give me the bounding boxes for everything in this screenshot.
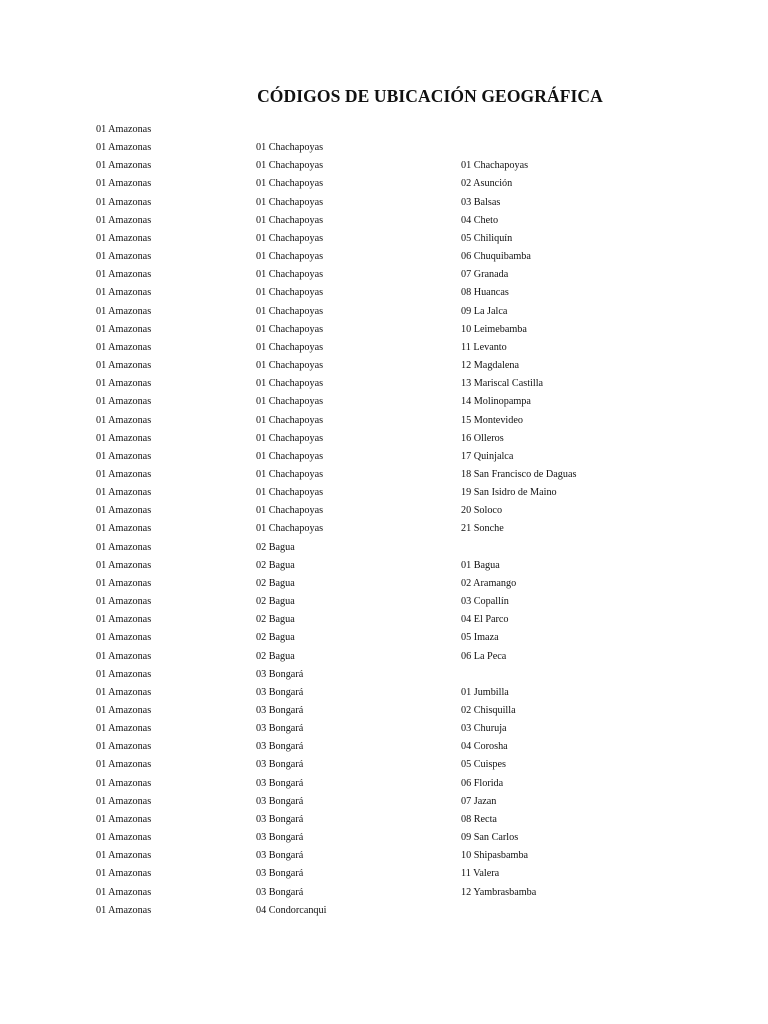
table-row: [96, 684, 716, 702]
department-cell: 01 Amazonas: [96, 432, 152, 444]
province-cell: 03 Bongará: [256, 850, 304, 862]
district-cell: 02 Asunción: [461, 178, 513, 190]
table-row: [96, 248, 716, 266]
province-cell: 01 Chachapoyas: [256, 323, 324, 335]
province-cell: 03 Bongará: [256, 668, 304, 680]
district-cell: 07 Granada: [461, 269, 509, 281]
department-cell: 01 Amazonas: [96, 523, 152, 535]
department-cell: 01 Amazonas: [96, 668, 152, 680]
department-cell: 01 Amazonas: [96, 396, 152, 408]
table-row: [96, 884, 716, 902]
province-cell: 03 Bongará: [256, 705, 304, 716]
department-cell: 01 Amazonas: [96, 723, 152, 735]
table-row: [96, 738, 716, 756]
table-row: [96, 321, 716, 339]
department-cell: 01 Amazonas: [96, 214, 152, 226]
table-row: [96, 593, 716, 611]
table-row: [96, 720, 716, 738]
table-row: [96, 466, 716, 484]
district-cell: 11 Valera: [461, 868, 500, 880]
table-row: [96, 775, 716, 793]
department-cell: 01 Amazonas: [96, 360, 152, 372]
department-cell: 01 Amazonas: [96, 341, 152, 353]
table-row: [96, 448, 716, 466]
table-row: [96, 575, 716, 593]
province-cell: 03 Bongará: [256, 686, 304, 698]
table-row: [96, 811, 716, 829]
province-cell: 01 Chachapoyas: [256, 196, 324, 208]
district-cell: 12 Yambrasbamba: [461, 886, 537, 898]
table-row: [96, 484, 716, 502]
table-row: [96, 412, 716, 430]
district-cell: 02 Aramango: [461, 577, 517, 589]
department-cell: 01 Amazonas: [96, 741, 152, 753]
district-cell: 04 El Parco: [461, 614, 509, 626]
department-cell: 01 Amazonas: [96, 813, 152, 825]
province-cell: 01 Chachapoyas: [256, 396, 324, 408]
district-cell: 12 Magdalena: [461, 360, 519, 372]
province-cell: 01 Chachapoyas: [256, 378, 324, 390]
district-cell: 06 La Peca: [461, 650, 507, 662]
page-title: CÓDIGOS DE UBICACIÓN GEOGRÁFICA: [257, 86, 603, 106]
table-row: [96, 230, 716, 248]
province-cell: 02 Bagua: [256, 541, 295, 553]
department-cell: 01 Amazonas: [96, 323, 152, 335]
district-cell: 06 Florida: [461, 777, 504, 789]
province-cell: 01 Chachapoyas: [256, 468, 324, 480]
department-cell: 01 Amazonas: [96, 795, 152, 807]
province-cell: 02 Bagua: [256, 577, 295, 589]
department-cell: 01 Amazonas: [96, 777, 152, 789]
district-cell: 11 Levanto: [461, 341, 507, 353]
province-cell: 03 Bongará: [256, 832, 304, 844]
table-row: [96, 648, 716, 666]
department-cell: 01 Amazonas: [96, 904, 152, 916]
department-cell: 01 Amazonas: [96, 614, 152, 626]
district-cell: 07 Jazan: [461, 795, 497, 807]
district-cell: 06 Chuquibamba: [461, 251, 531, 263]
district-cell: 14 Molinopampa: [461, 396, 531, 408]
district-cell: 05 Imaza: [461, 632, 499, 644]
table-row: [96, 175, 716, 193]
province-cell: 02 Bagua: [256, 596, 295, 608]
province-cell: 03 Bongará: [256, 795, 304, 807]
table-row: [96, 139, 716, 157]
province-cell: 01 Chachapoyas: [256, 432, 324, 444]
table-row: [96, 702, 716, 720]
province-cell: 04 Condorcanqui: [256, 904, 327, 916]
district-cell: 20 Soloco: [461, 505, 503, 517]
province-cell: 01 Chachapoyas: [256, 160, 324, 172]
province-cell: 03 Bongará: [256, 777, 304, 789]
province-cell: 03 Bongará: [256, 868, 304, 880]
province-cell: 02 Bagua: [256, 614, 295, 626]
province-cell: 01 Chachapoyas: [256, 450, 324, 462]
province-cell: 02 Bagua: [256, 559, 295, 571]
table-row: [96, 611, 716, 629]
district-cell: 16 Olleros: [461, 432, 504, 444]
province-cell: 01 Chachapoyas: [256, 287, 324, 299]
province-cell: 01 Chachapoyas: [256, 178, 324, 190]
district-cell: 01 Jumbilla: [461, 686, 509, 698]
table-row: [96, 393, 716, 411]
department-cell: 01 Amazonas: [96, 596, 152, 608]
table-row: [96, 865, 716, 883]
district-cell: 01 Bagua: [461, 559, 500, 571]
department-cell: 01 Amazonas: [96, 160, 152, 172]
district-cell: 13 Mariscal Castilla: [461, 378, 544, 390]
province-cell: 02 Bagua: [256, 632, 295, 644]
district-cell: 01 Chachapoyas: [461, 160, 529, 172]
province-cell: 01 Chachapoyas: [256, 142, 324, 154]
province-cell: 03 Bongará: [256, 723, 304, 735]
table-row: [96, 502, 716, 520]
department-cell: 01 Amazonas: [96, 850, 152, 862]
table-row: [96, 339, 716, 357]
table-row: [96, 666, 716, 684]
table-row: [96, 375, 716, 393]
district-cell: 17 Quinjalca: [461, 450, 514, 462]
table-row: [96, 520, 716, 538]
table-row: [96, 829, 716, 847]
table-row: [96, 121, 716, 139]
department-cell: 01 Amazonas: [96, 868, 152, 880]
table-row: [96, 303, 716, 321]
district-cell: 18 San Francisco de Daguas: [461, 468, 577, 480]
district-cell: 05 Chiliquín: [461, 232, 513, 244]
province-cell: 01 Chachapoyas: [256, 505, 324, 517]
department-cell: 01 Amazonas: [96, 269, 152, 281]
district-cell: 03 Copallín: [461, 596, 509, 608]
department-cell: 01 Amazonas: [96, 251, 152, 263]
province-cell: 01 Chachapoyas: [256, 523, 324, 535]
department-cell: 01 Amazonas: [96, 832, 152, 844]
province-cell: 01 Chachapoyas: [256, 414, 324, 426]
department-cell: 01 Amazonas: [96, 541, 152, 553]
province-cell: 03 Bongará: [256, 886, 304, 898]
table-row: [96, 430, 716, 448]
district-cell: 09 La Jalca: [461, 305, 508, 317]
department-cell: 01 Amazonas: [96, 305, 152, 317]
department-cell: 01 Amazonas: [96, 686, 152, 698]
table-row: [96, 847, 716, 865]
department-cell: 01 Amazonas: [96, 577, 152, 589]
district-cell: 15 Montevideo: [461, 414, 523, 426]
department-cell: 01 Amazonas: [96, 468, 152, 480]
table-row: [96, 756, 716, 774]
department-cell: 01 Amazonas: [96, 378, 152, 390]
district-cell: 03 Churuja: [461, 723, 507, 735]
district-cell: 02 Chisquilla: [461, 705, 516, 716]
table-row: [96, 902, 716, 920]
department-cell: 01 Amazonas: [96, 650, 152, 662]
district-cell: 10 Shipasbamba: [461, 850, 529, 862]
department-cell: 01 Amazonas: [96, 886, 152, 898]
table-row: [96, 357, 716, 375]
department-cell: 01 Amazonas: [96, 232, 152, 244]
province-cell: 03 Bongará: [256, 759, 304, 771]
table-row: [96, 266, 716, 284]
department-cell: 01 Amazonas: [96, 632, 152, 644]
department-cell: 01 Amazonas: [96, 705, 152, 716]
department-cell: 01 Amazonas: [96, 124, 152, 135]
district-cell: 04 Cheto: [461, 214, 499, 226]
department-cell: 01 Amazonas: [96, 178, 152, 190]
department-cell: 01 Amazonas: [96, 414, 152, 426]
table-row: [96, 793, 716, 811]
table-row: [96, 629, 716, 647]
department-cell: 01 Amazonas: [96, 505, 152, 517]
table-row: [96, 557, 716, 575]
department-cell: 01 Amazonas: [96, 287, 152, 299]
district-cell: 05 Cuispes: [461, 759, 506, 771]
department-cell: 01 Amazonas: [96, 487, 152, 499]
geographic-codes-table: [96, 121, 716, 920]
department-cell: 01 Amazonas: [96, 142, 152, 154]
table-row: [96, 212, 716, 230]
province-cell: 01 Chachapoyas: [256, 251, 324, 263]
province-cell: 01 Chachapoyas: [256, 360, 324, 372]
table-row: [96, 539, 716, 557]
department-cell: 01 Amazonas: [96, 759, 152, 771]
district-cell: 09 San Carlos: [461, 832, 519, 844]
district-cell: 10 Leimebamba: [461, 323, 527, 335]
district-cell: 08 Recta: [461, 813, 497, 825]
province-cell: 01 Chachapoyas: [256, 341, 324, 353]
table-row: [96, 157, 716, 175]
province-cell: 02 Bagua: [256, 650, 295, 662]
district-cell: 21 Sonche: [461, 523, 504, 535]
province-cell: 01 Chachapoyas: [256, 232, 324, 244]
district-cell: 03 Balsas: [461, 196, 501, 208]
table-row: [96, 194, 716, 212]
district-cell: 19 San Isidro de Maino: [461, 487, 557, 499]
province-cell: 01 Chachapoyas: [256, 487, 324, 499]
department-cell: 01 Amazonas: [96, 559, 152, 571]
province-cell: 01 Chachapoyas: [256, 269, 324, 281]
department-cell: 01 Amazonas: [96, 196, 152, 208]
province-cell: 03 Bongará: [256, 813, 304, 825]
department-cell: 01 Amazonas: [96, 450, 152, 462]
province-cell: 03 Bongará: [256, 741, 304, 753]
district-cell: 04 Corosha: [461, 741, 508, 753]
province-cell: 01 Chachapoyas: [256, 214, 324, 226]
province-cell: 01 Chachapoyas: [256, 305, 324, 317]
table-row: [96, 284, 716, 302]
district-cell: 08 Huancas: [461, 287, 509, 299]
